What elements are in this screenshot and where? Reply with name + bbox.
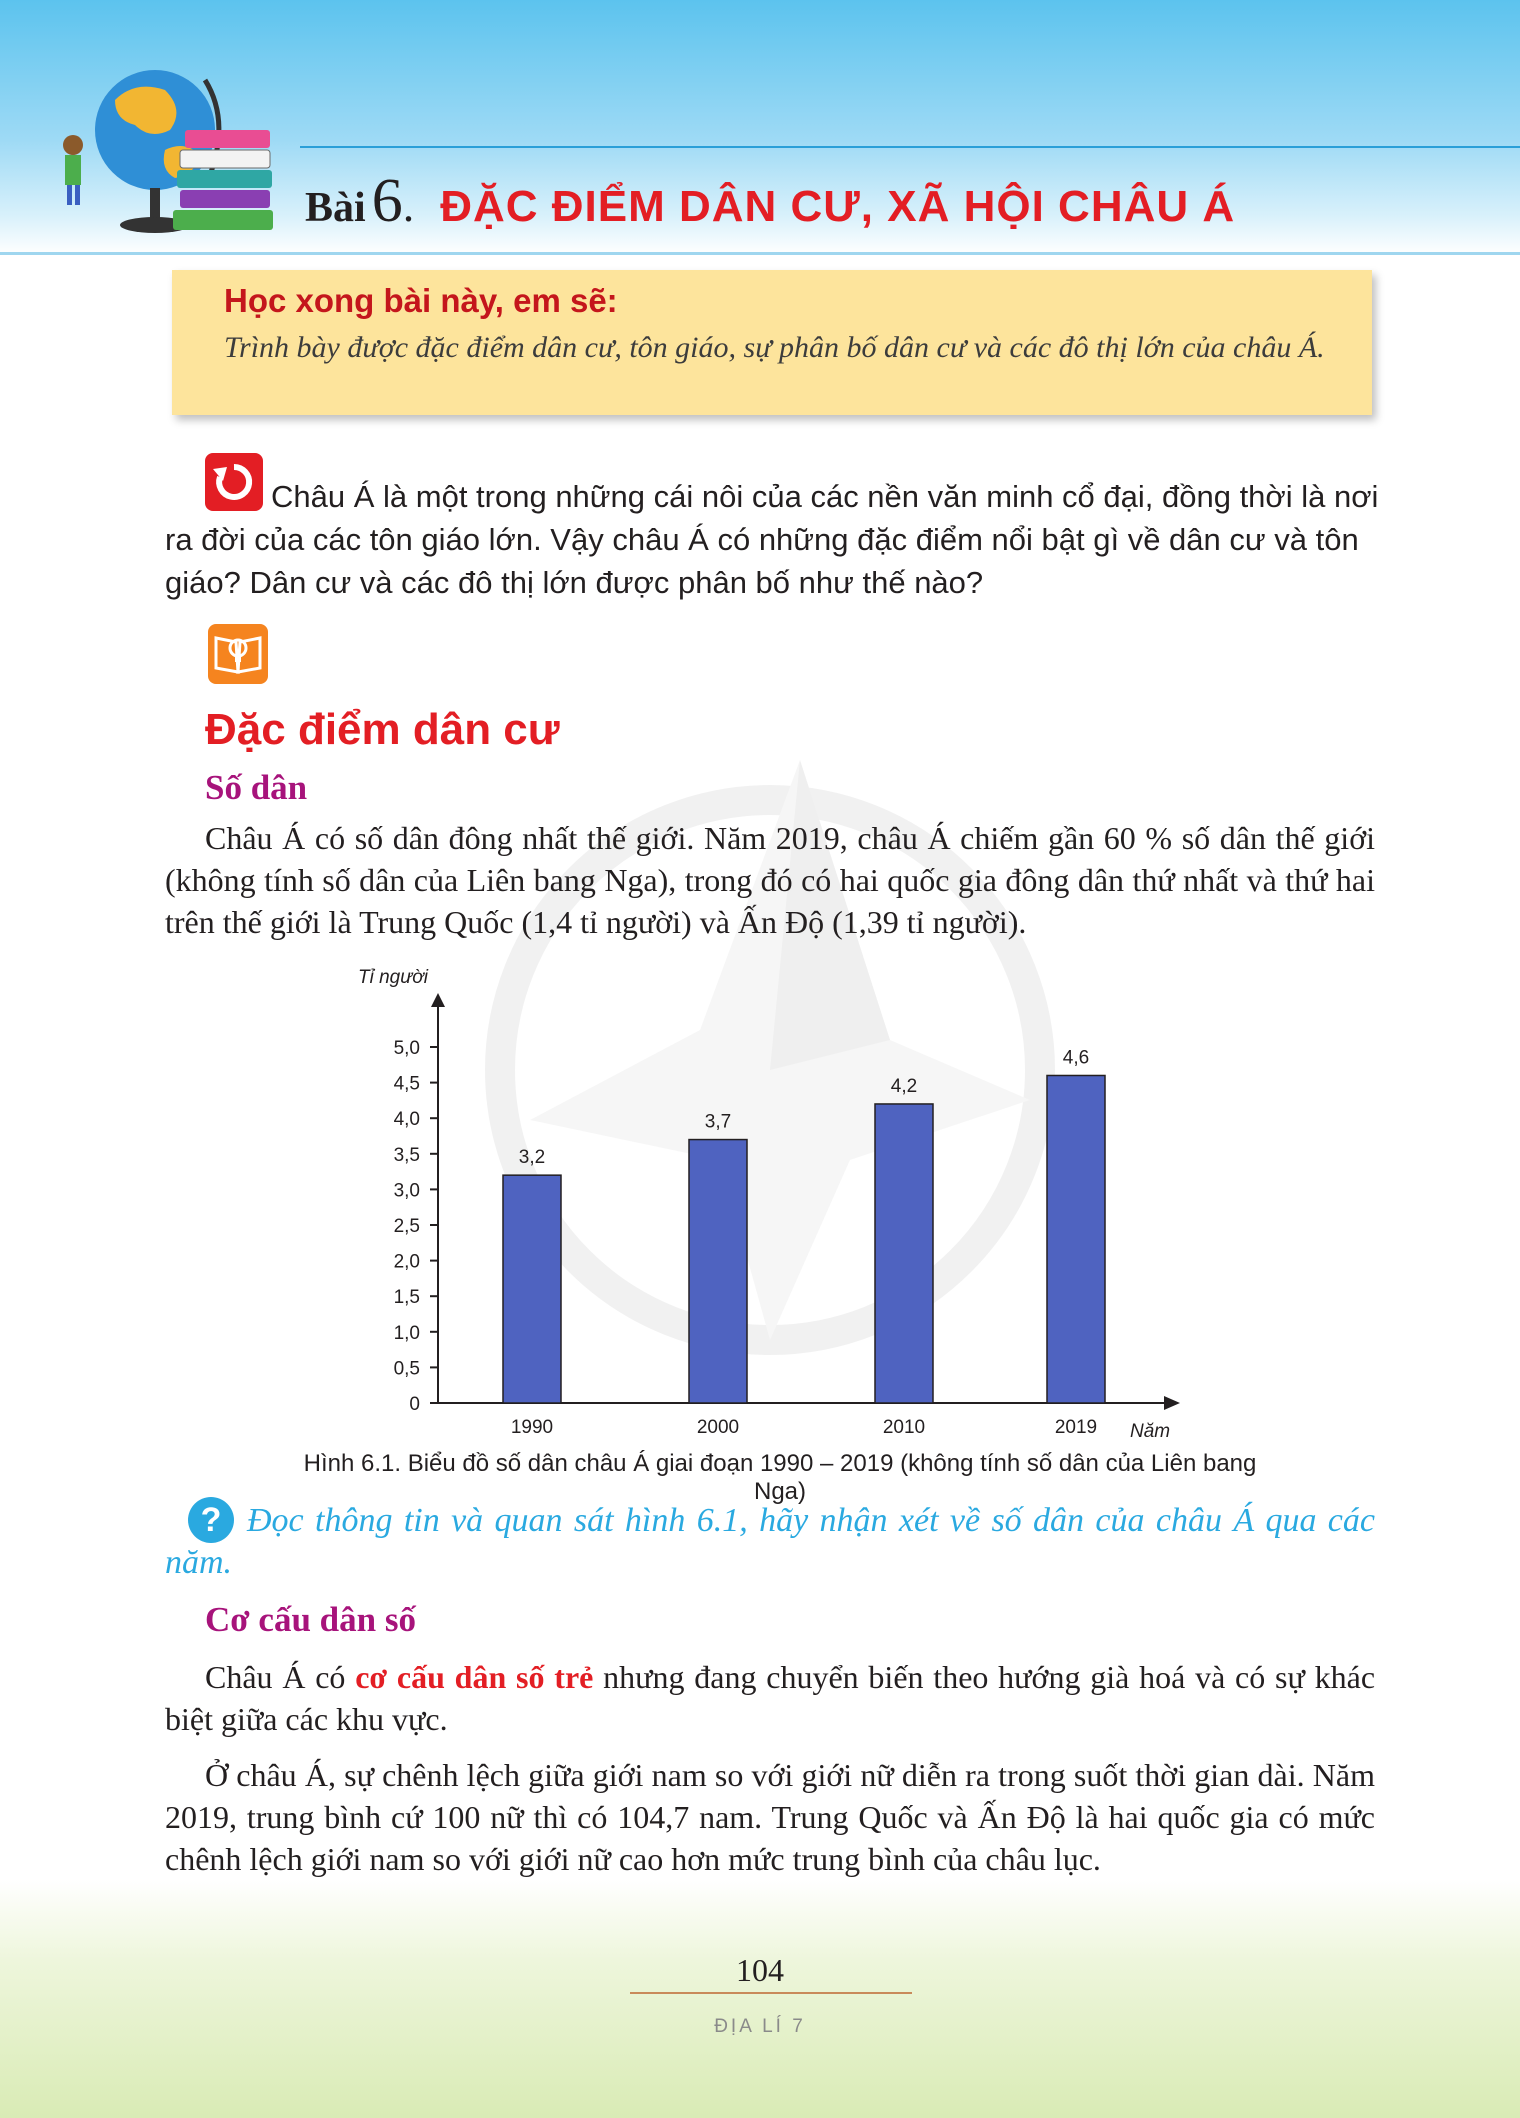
y-tick-label: 2,0 xyxy=(393,1251,420,1273)
intro-paragraph xyxy=(165,475,1380,604)
intro-text: Châu Á là một trong những cái nôi của các nền văn minh cổ đại, đồng thời là nơi ra đời của các tôn giáo lớn. Vậy châu Á có những đặc điểm nổi bật gì về dân cư và tôn giáo? Dân cư và các đô thị lớn được phân bố như thế nào? xyxy=(165,479,1379,600)
bar-value-label: 4,2 xyxy=(890,1075,918,1097)
y-tick-label: 0 xyxy=(409,1394,420,1415)
y-axis-arrow xyxy=(431,993,445,1007)
x-tick-label: 2000 xyxy=(696,1417,740,1438)
y-tick-label: 0,5 xyxy=(393,1358,420,1380)
y-tick-label: 1,0 xyxy=(393,1322,420,1344)
population-bar-chart xyxy=(300,955,1220,1445)
bar-value-label: 3,7 xyxy=(704,1111,732,1133)
lesson-title xyxy=(305,166,1235,237)
objectives-box xyxy=(172,270,1372,415)
objectives-heading: Học xong bài này, em sẽ: xyxy=(224,282,618,319)
lesson-header xyxy=(0,0,1520,255)
globe-books-illustration xyxy=(55,60,295,260)
paragraph-gender-text: Ở châu Á, sự chênh lệch giữa giới nam so với giới nữ diễn ra trong suốt thời gian dài. Năm 2019, trung bình cứ 100 nữ thì có 104,7 nam. Trung Quốc và Ấn Độ là hai quốc gia có mức chênh lệch giới nam so với giới nữ cao hơn mức trung bình của châu lục. xyxy=(165,1757,1375,1877)
question-icon: ? xyxy=(188,1497,234,1543)
bar-value-label: 4,6 xyxy=(1062,1047,1090,1069)
y-axis-label: Tỉ người xyxy=(358,967,428,988)
paragraph-population xyxy=(165,817,1375,943)
y-tick-label: 4,5 xyxy=(393,1073,420,1095)
x-tick-label: 2019 xyxy=(1054,1417,1098,1438)
paragraph-structure-pre: Châu Á có xyxy=(205,1659,356,1695)
y-tick-label: 4,0 xyxy=(393,1109,420,1131)
figure-caption: Hình 6.1. Biểu đồ số dân châu Á giai đoạn 1990 – 2019 (không tính số dân của Liên bang Nga) xyxy=(303,1450,1257,1505)
page-number: 104 xyxy=(736,1952,784,1988)
objectives-text: Trình bày được đặc điểm dân cư, tôn giáo, sự phân bố dân cư và các đô thị lớn của châu Á. xyxy=(224,331,1325,364)
bar-2010 xyxy=(875,1104,933,1403)
y-tick-label: 1,5 xyxy=(393,1287,420,1309)
paragraph-structure-post: nhưng đang chuyển biến theo hướng già hoá và có sự khác biệt giữa các khu vực. xyxy=(165,1659,1376,1737)
bar-value-label: 3,2 xyxy=(518,1147,546,1169)
lesson-name: ĐẶC ĐIỂM DÂN CƯ, XÃ HỘI CHÂU Á xyxy=(440,182,1236,231)
x-tick-label: 2010 xyxy=(882,1417,926,1438)
paragraph-structure xyxy=(165,1656,1375,1740)
subheading-structure: Cơ cấu dân số xyxy=(205,1600,416,1639)
bar-2019 xyxy=(1047,1075,1105,1403)
y-tick-label: 5,0 xyxy=(393,1038,420,1059)
lightbulb-book-icon xyxy=(208,624,268,684)
subject-label: ĐỊA LÍ 7 xyxy=(714,2016,806,2037)
section-heading: Đặc điểm dân cư xyxy=(205,705,560,754)
paragraph-gender xyxy=(165,1754,1375,1880)
x-tick-label: 1990 xyxy=(510,1417,554,1438)
question-prompt xyxy=(165,1500,1375,1584)
y-tick-label: 3,5 xyxy=(393,1144,420,1166)
bar-1990 xyxy=(503,1175,561,1403)
lesson-number: 6 xyxy=(371,167,403,235)
lesson-prefix: Bài xyxy=(305,185,366,231)
x-axis-label: Năm xyxy=(1130,1421,1171,1442)
header-divider xyxy=(300,146,1520,148)
y-tick-label: 3,0 xyxy=(393,1180,420,1202)
highlight-term: cơ cấu dân số trẻ xyxy=(355,1659,594,1695)
bar-2000 xyxy=(689,1140,747,1403)
y-tick-label: 2,5 xyxy=(393,1216,420,1237)
lesson-dot: . xyxy=(402,180,415,231)
x-axis-arrow xyxy=(1164,1396,1180,1410)
subheading-population: Số dân xyxy=(205,768,308,807)
chart-bars xyxy=(503,1047,1105,1438)
paragraph-population-text: Châu Á có số dân đông nhất thế giới. Năm 2019, châu Á chiếm gần 60 % số dân thế giới (không tính số dân của Liên bang Nga), trong đó có hai quốc gia đông dân thứ nhất và thứ hai trên thế giới là Trung Quốc (1,4 tỉ người) và Ấn Độ (1,39 tỉ người). xyxy=(165,820,1375,940)
question-text: Đọc thông tin và quan sát hình 6.1, hãy nhận xét về số dân của châu Á qua các năm. xyxy=(165,1502,1375,1581)
footer-divider xyxy=(630,1992,912,1994)
